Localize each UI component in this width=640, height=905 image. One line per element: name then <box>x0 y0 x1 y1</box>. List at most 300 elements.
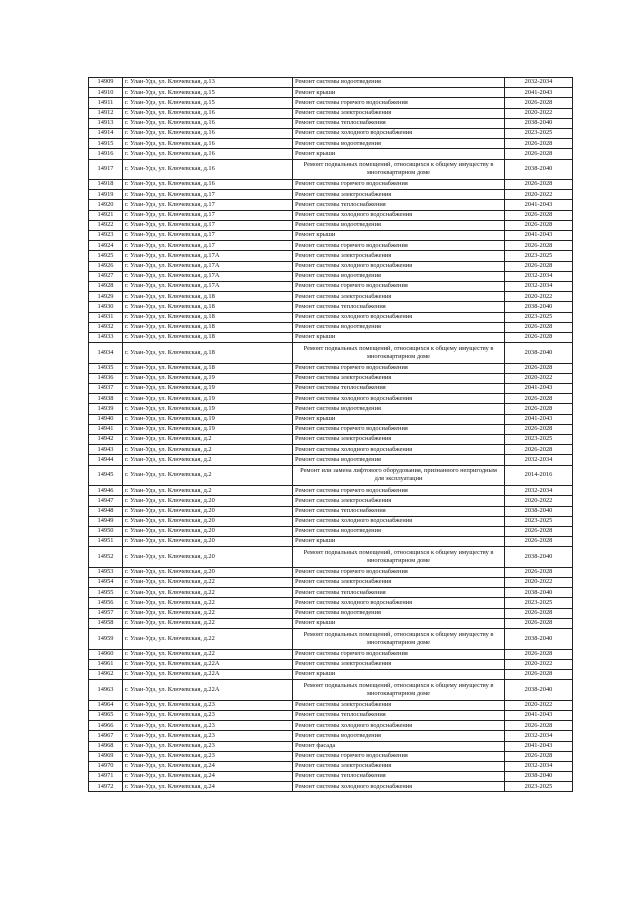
address-cell: г. Улан-Удэ, ул. Ключевская, д.18 <box>123 332 293 342</box>
address-cell: г. Улан-Удэ, ул. Ключевская, д.23 <box>123 751 293 761</box>
work-type-cell: Ремонт фасада <box>293 741 505 751</box>
table-row <box>89 363 573 373</box>
table-row <box>89 465 573 486</box>
work-type-cell: Ремонт системы электроснабжения <box>293 108 505 118</box>
row-id-cell: 14914 <box>89 128 123 138</box>
period-cell: 2038-2040 <box>505 680 573 701</box>
table-row <box>89 772 573 782</box>
row-id-cell: 14953 <box>89 567 123 577</box>
row-id-cell: 14961 <box>89 659 123 669</box>
period-cell: 2041-2043 <box>505 384 573 394</box>
work-type-cell: Ремонт системы электроснабжения <box>293 292 505 302</box>
work-type-cell: Ремонт системы водоотведения <box>293 526 505 536</box>
period-cell: 2032-2034 <box>505 281 573 291</box>
period-cell: 2041-2043 <box>505 231 573 241</box>
period-cell: 2038-2040 <box>505 547 573 568</box>
row-id-cell: 14951 <box>89 537 123 547</box>
row-id-cell: 14932 <box>89 322 123 332</box>
work-type-cell: Ремонт подвальных помещений, относящихся к общему имуществу в многоквартирном доме <box>293 629 505 650</box>
row-id-cell: 14939 <box>89 404 123 414</box>
period-cell: 2026-2028 <box>505 98 573 108</box>
row-id-cell: 14922 <box>89 220 123 230</box>
row-id-cell: 14929 <box>89 292 123 302</box>
row-id-cell: 14945 <box>89 465 123 486</box>
work-type-cell: Ремонт системы электроснабжения <box>293 761 505 771</box>
row-id-cell: 14928 <box>89 281 123 291</box>
period-cell: 2032-2034 <box>505 455 573 465</box>
period-cell: 2026-2028 <box>505 363 573 373</box>
table-row <box>89 547 573 568</box>
period-cell: 2023-2025 <box>505 516 573 526</box>
period-cell: 2038-2040 <box>505 302 573 312</box>
address-cell: г. Улан-Удэ, ул. Ключевская, д.16 <box>123 139 293 149</box>
row-id-cell: 14943 <box>89 445 123 455</box>
work-type-cell: Ремонт системы водоотведения <box>293 271 505 281</box>
address-cell: г. Улан-Удэ, ул. Ключевская, д.18 <box>123 302 293 312</box>
address-cell: г. Улан-Удэ, ул. Ключевская, д.22 <box>123 618 293 628</box>
work-type-cell: Ремонт системы водоотведения <box>293 139 505 149</box>
address-cell: г. Улан-Удэ, ул. Ключевская, д.17А <box>123 261 293 271</box>
row-id-cell: 14920 <box>89 200 123 210</box>
work-type-cell: Ремонт системы горячего водоснабжения <box>293 424 505 434</box>
row-id-cell: 14924 <box>89 241 123 251</box>
address-cell: г. Улан-Удэ, ул. Ключевская, д.16 <box>123 128 293 138</box>
address-cell: г. Улан-Удэ, ул. Ключевская, д.20 <box>123 547 293 568</box>
row-id-cell: 14931 <box>89 312 123 322</box>
address-cell: г. Улан-Удэ, ул. Ключевская, д.22 <box>123 608 293 618</box>
address-cell: г. Улан-Удэ, ул. Ключевская, д.20 <box>123 506 293 516</box>
table-row <box>89 435 573 445</box>
table-row <box>89 537 573 547</box>
repair-schedule-table <box>88 77 573 792</box>
work-type-cell: Ремонт крыши <box>293 231 505 241</box>
table-row <box>89 332 573 342</box>
period-cell: 2023-2025 <box>505 251 573 261</box>
address-cell: г. Улан-Удэ, ул. Ключевская, д.22А <box>123 680 293 701</box>
period-cell: 2026-2028 <box>505 537 573 547</box>
table-row <box>89 302 573 312</box>
table-row <box>89 731 573 741</box>
table-row <box>89 231 573 241</box>
period-cell: 2026-2028 <box>505 261 573 271</box>
work-type-cell: Ремонт системы теплоснабжения <box>293 384 505 394</box>
period-cell: 2032-2034 <box>505 486 573 496</box>
table-row <box>89 506 573 516</box>
work-type-cell: Ремонт системы холодного водоснабжения <box>293 210 505 220</box>
row-id-cell: 14942 <box>89 435 123 445</box>
table-row <box>89 98 573 108</box>
period-cell: 2041-2043 <box>505 710 573 720</box>
table-row <box>89 118 573 128</box>
row-id-cell: 14919 <box>89 190 123 200</box>
work-type-cell: Ремонт системы водоотведения <box>293 731 505 741</box>
period-cell: 2023-2025 <box>505 782 573 792</box>
address-cell: г. Улан-Удэ, ул. Ключевская, д.2 <box>123 445 293 455</box>
row-id-cell: 14934 <box>89 343 123 364</box>
row-id-cell: 14956 <box>89 598 123 608</box>
work-type-cell: Ремонт системы горячего водоснабжения <box>293 281 505 291</box>
table-row <box>89 608 573 618</box>
address-cell: г. Улан-Удэ, ул. Ключевская, д.13 <box>123 78 293 88</box>
row-id-cell: 14950 <box>89 526 123 536</box>
table-row <box>89 78 573 88</box>
period-cell: 2020-2022 <box>505 700 573 710</box>
row-id-cell: 14938 <box>89 394 123 404</box>
table-row <box>89 139 573 149</box>
period-cell: 2026-2028 <box>505 649 573 659</box>
table-row <box>89 414 573 424</box>
work-type-cell: Ремонт крыши <box>293 618 505 628</box>
period-cell: 2026-2028 <box>505 180 573 190</box>
work-type-cell: Ремонт системы теплоснабжения <box>293 200 505 210</box>
work-type-cell: Ремонт системы водоотведения <box>293 78 505 88</box>
work-type-cell: Ремонт системы горячего водоснабжения <box>293 241 505 251</box>
work-type-cell: Ремонт системы горячего водоснабжения <box>293 567 505 577</box>
period-cell: 2026-2028 <box>505 149 573 159</box>
work-type-cell: Ремонт крыши <box>293 88 505 98</box>
address-cell: г. Улан-Удэ, ул. Ключевская, д.2 <box>123 486 293 496</box>
table-row <box>89 721 573 731</box>
row-id-cell: 14915 <box>89 139 123 149</box>
row-id-cell: 14911 <box>89 98 123 108</box>
work-type-cell: Ремонт системы горячего водоснабжения <box>293 486 505 496</box>
row-id-cell: 14916 <box>89 149 123 159</box>
work-type-cell: Ремонт системы холодного водоснабжения <box>293 445 505 455</box>
address-cell: г. Улан-Удэ, ул. Ключевская, д.17 <box>123 200 293 210</box>
table-row <box>89 190 573 200</box>
work-type-cell: Ремонт крыши <box>293 414 505 424</box>
table-row <box>89 578 573 588</box>
work-type-cell: Ремонт системы холодного водоснабжения <box>293 516 505 526</box>
address-cell: г. Улан-Удэ, ул. Ключевская, д.17 <box>123 241 293 251</box>
address-cell: г. Улан-Удэ, ул. Ключевская, д.19 <box>123 414 293 424</box>
work-type-cell: Ремонт системы водоотведения <box>293 608 505 618</box>
row-id-cell: 14959 <box>89 629 123 650</box>
table-row <box>89 455 573 465</box>
period-cell: 2032-2034 <box>505 731 573 741</box>
period-cell: 2026-2028 <box>505 721 573 731</box>
table-row <box>89 108 573 118</box>
address-cell: г. Улан-Удэ, ул. Ключевская, д.19 <box>123 373 293 383</box>
table-row <box>89 180 573 190</box>
row-id-cell: 14913 <box>89 118 123 128</box>
row-id-cell: 14930 <box>89 302 123 312</box>
period-cell: 2014-2016 <box>505 465 573 486</box>
row-id-cell: 14918 <box>89 180 123 190</box>
row-id-cell: 14964 <box>89 700 123 710</box>
table-row <box>89 486 573 496</box>
table-row <box>89 261 573 271</box>
address-cell: г. Улан-Удэ, ул. Ключевская, д.22 <box>123 578 293 588</box>
period-cell: 2041-2043 <box>505 414 573 424</box>
row-id-cell: 14947 <box>89 496 123 506</box>
row-id-cell: 14963 <box>89 680 123 701</box>
table-row <box>89 220 573 230</box>
row-id-cell: 14935 <box>89 363 123 373</box>
work-type-cell: Ремонт системы электроснабжения <box>293 578 505 588</box>
table-row <box>89 680 573 701</box>
work-type-cell: Ремонт системы водоотведения <box>293 404 505 414</box>
row-id-cell: 14910 <box>89 88 123 98</box>
row-id-cell: 14958 <box>89 618 123 628</box>
address-cell: г. Улан-Удэ, ул. Ключевская, д.16 <box>123 149 293 159</box>
work-type-cell: Ремонт системы холодного водоснабжения <box>293 394 505 404</box>
period-cell: 2032-2034 <box>505 761 573 771</box>
period-cell: 2038-2040 <box>505 772 573 782</box>
table-row <box>89 659 573 669</box>
address-cell: г. Улан-Удэ, ул. Ключевская, д.2 <box>123 465 293 486</box>
table-row <box>89 629 573 650</box>
address-cell: г. Улан-Удэ, ул. Ключевская, д.18 <box>123 322 293 332</box>
table-row <box>89 669 573 679</box>
work-type-cell: Ремонт системы холодного водоснабжения <box>293 261 505 271</box>
work-type-cell: Ремонт подвальных помещений, относящихся к общему имуществу в многоквартирном доме <box>293 680 505 701</box>
address-cell: г. Улан-Удэ, ул. Ключевская, д.17 <box>123 210 293 220</box>
table-row <box>89 526 573 536</box>
table-row <box>89 271 573 281</box>
table-row <box>89 159 573 180</box>
period-cell: 2038-2040 <box>505 629 573 650</box>
period-cell: 2020-2022 <box>505 578 573 588</box>
address-cell: г. Улан-Удэ, ул. Ключевская, д.16 <box>123 108 293 118</box>
table-row <box>89 312 573 322</box>
row-id-cell: 14949 <box>89 516 123 526</box>
work-type-cell: Ремонт системы горячего водоснабжения <box>293 363 505 373</box>
row-id-cell: 14965 <box>89 710 123 720</box>
address-cell: г. Улан-Удэ, ул. Ключевская, д.19 <box>123 404 293 414</box>
table-row <box>89 149 573 159</box>
table-row <box>89 445 573 455</box>
row-id-cell: 14967 <box>89 731 123 741</box>
period-cell: 2026-2028 <box>505 445 573 455</box>
table-row <box>89 516 573 526</box>
work-type-cell: Ремонт системы горячего водоснабжения <box>293 98 505 108</box>
address-cell: г. Улан-Удэ, ул. Ключевская, д.16 <box>123 159 293 180</box>
work-type-cell: Ремонт подвальных помещений, относящихся к общему имуществу в многоквартирном доме <box>293 159 505 180</box>
work-type-cell: Ремонт крыши <box>293 332 505 342</box>
address-cell: г. Улан-Удэ, ул. Ключевская, д.23 <box>123 710 293 720</box>
address-cell: г. Улан-Удэ, ул. Ключевская, д.18 <box>123 343 293 364</box>
row-id-cell: 14968 <box>89 741 123 751</box>
row-id-cell: 14917 <box>89 159 123 180</box>
work-type-cell: Ремонт системы водоотведения <box>293 220 505 230</box>
period-cell: 2038-2040 <box>505 588 573 598</box>
address-cell: г. Улан-Удэ, ул. Ключевская, д.15 <box>123 98 293 108</box>
address-cell: г. Улан-Удэ, ул. Ключевская, д.17А <box>123 251 293 261</box>
table-row <box>89 598 573 608</box>
work-type-cell: Ремонт системы электроснабжения <box>293 659 505 669</box>
table-body <box>89 78 573 792</box>
address-cell: г. Улан-Удэ, ул. Ключевская, д.22 <box>123 588 293 598</box>
row-id-cell: 14944 <box>89 455 123 465</box>
period-cell: 2038-2040 <box>505 118 573 128</box>
work-type-cell: Ремонт крыши <box>293 669 505 679</box>
address-cell: г. Улан-Удэ, ул. Ключевская, д.19 <box>123 424 293 434</box>
period-cell: 2026-2028 <box>505 139 573 149</box>
period-cell: 2041-2043 <box>505 88 573 98</box>
period-cell: 2026-2028 <box>505 404 573 414</box>
table-row <box>89 700 573 710</box>
work-type-cell: Ремонт системы электроснабжения <box>293 435 505 445</box>
address-cell: г. Улан-Удэ, ул. Ключевская, д.22А <box>123 669 293 679</box>
address-cell: г. Улан-Удэ, ул. Ключевская, д.23 <box>123 741 293 751</box>
period-cell: 2038-2040 <box>505 506 573 516</box>
work-type-cell: Ремонт системы водоотведения <box>293 455 505 465</box>
work-type-cell: Ремонт системы электроснабжения <box>293 496 505 506</box>
period-cell: 2026-2028 <box>505 210 573 220</box>
table-row <box>89 496 573 506</box>
row-id-cell: 14927 <box>89 271 123 281</box>
period-cell: 2026-2028 <box>505 608 573 618</box>
work-type-cell: Ремонт системы холодного водоснабжения <box>293 312 505 322</box>
work-type-cell: Ремонт системы электроснабжения <box>293 251 505 261</box>
work-type-cell: Ремонт системы горячего водоснабжения <box>293 649 505 659</box>
row-id-cell: 14941 <box>89 424 123 434</box>
table-row <box>89 373 573 383</box>
address-cell: г. Улан-Удэ, ул. Ключевская, д.16 <box>123 180 293 190</box>
address-cell: г. Улан-Удэ, ул. Ключевская, д.18 <box>123 312 293 322</box>
period-cell: 2032-2034 <box>505 78 573 88</box>
row-id-cell: 14940 <box>89 414 123 424</box>
address-cell: г. Улан-Удэ, ул. Ключевская, д.17 <box>123 231 293 241</box>
address-cell: г. Улан-Удэ, ул. Ключевская, д.24 <box>123 782 293 792</box>
table-row <box>89 343 573 364</box>
work-type-cell: Ремонт системы электроснабжения <box>293 190 505 200</box>
period-cell: 2020-2022 <box>505 190 573 200</box>
row-id-cell: 14909 <box>89 78 123 88</box>
address-cell: г. Улан-Удэ, ул. Ключевская, д.22 <box>123 629 293 650</box>
row-id-cell: 14972 <box>89 782 123 792</box>
period-cell: 2026-2028 <box>505 669 573 679</box>
work-type-cell: Ремонт системы горячего водоснабжения <box>293 751 505 761</box>
period-cell: 2026-2028 <box>505 618 573 628</box>
row-id-cell: 14954 <box>89 578 123 588</box>
table-row <box>89 210 573 220</box>
work-type-cell: Ремонт системы холодного водоснабжения <box>293 721 505 731</box>
table-row <box>89 649 573 659</box>
period-cell: 2026-2028 <box>505 220 573 230</box>
table-row <box>89 241 573 251</box>
period-cell: 2026-2028 <box>505 526 573 536</box>
table-row <box>89 424 573 434</box>
row-id-cell: 14946 <box>89 486 123 496</box>
work-type-cell: Ремонт крыши <box>293 537 505 547</box>
row-id-cell: 14948 <box>89 506 123 516</box>
work-type-cell: Ремонт системы холодного водоснабжения <box>293 782 505 792</box>
work-type-cell: Ремонт системы водоотведения <box>293 322 505 332</box>
table-row <box>89 751 573 761</box>
period-cell: 2020-2022 <box>505 659 573 669</box>
period-cell: 2023-2025 <box>505 598 573 608</box>
period-cell: 2023-2025 <box>505 312 573 322</box>
address-cell: г. Улан-Удэ, ул. Ключевская, д.18 <box>123 292 293 302</box>
address-cell: г. Улан-Удэ, ул. Ключевская, д.15 <box>123 88 293 98</box>
table-row <box>89 782 573 792</box>
row-id-cell: 14971 <box>89 772 123 782</box>
work-type-cell: Ремонт системы теплоснабжения <box>293 772 505 782</box>
work-type-cell: Ремонт подвальных помещений, относящихся к общему имуществу в многоквартирном доме <box>293 547 505 568</box>
period-cell: 2038-2040 <box>505 159 573 180</box>
work-type-cell: Ремонт системы электроснабжения <box>293 373 505 383</box>
address-cell: г. Улан-Удэ, ул. Ключевская, д.17А <box>123 271 293 281</box>
period-cell: 2026-2028 <box>505 322 573 332</box>
work-type-cell: Ремонт системы электроснабжения <box>293 700 505 710</box>
address-cell: г. Улан-Удэ, ул. Ключевская, д.2 <box>123 435 293 445</box>
work-type-cell: Ремонт системы теплоснабжения <box>293 302 505 312</box>
row-id-cell: 14937 <box>89 384 123 394</box>
row-id-cell: 14962 <box>89 669 123 679</box>
period-cell: 2032-2034 <box>505 271 573 281</box>
row-id-cell: 14960 <box>89 649 123 659</box>
work-type-cell: Ремонт системы горячего водоснабжения <box>293 180 505 190</box>
period-cell: 2026-2028 <box>505 424 573 434</box>
work-type-cell: Ремонт системы теплоснабжения <box>293 506 505 516</box>
address-cell: г. Улан-Удэ, ул. Ключевская, д.24 <box>123 772 293 782</box>
work-type-cell: Ремонт крыши <box>293 149 505 159</box>
address-cell: г. Улан-Удэ, ул. Ключевская, д.17 <box>123 220 293 230</box>
row-id-cell: 14970 <box>89 761 123 771</box>
table-row <box>89 384 573 394</box>
table-row <box>89 251 573 261</box>
period-cell: 2020-2022 <box>505 373 573 383</box>
work-type-cell: Ремонт системы теплоснабжения <box>293 710 505 720</box>
period-cell: 2038-2040 <box>505 343 573 364</box>
period-cell: 2041-2043 <box>505 200 573 210</box>
period-cell: 2026-2028 <box>505 751 573 761</box>
period-cell: 2026-2028 <box>505 332 573 342</box>
table-row <box>89 404 573 414</box>
work-type-cell: Ремонт системы теплоснабжения <box>293 588 505 598</box>
row-id-cell: 14936 <box>89 373 123 383</box>
table-row <box>89 88 573 98</box>
period-cell: 2026-2028 <box>505 394 573 404</box>
address-cell: г. Улан-Удэ, ул. Ключевская, д.19 <box>123 394 293 404</box>
table-row <box>89 761 573 771</box>
period-cell: 2026-2028 <box>505 241 573 251</box>
address-cell: г. Улан-Удэ, ул. Ключевская, д.23 <box>123 721 293 731</box>
work-type-cell: Ремонт системы холодного водоснабжения <box>293 128 505 138</box>
address-cell: г. Улан-Удэ, ул. Ключевская, д.20 <box>123 567 293 577</box>
row-id-cell: 14912 <box>89 108 123 118</box>
address-cell: г. Улан-Удэ, ул. Ключевская, д.24 <box>123 761 293 771</box>
work-type-cell: Ремонт системы холодного водоснабжения <box>293 598 505 608</box>
period-cell: 2020-2022 <box>505 496 573 506</box>
table-row <box>89 618 573 628</box>
row-id-cell: 14921 <box>89 210 123 220</box>
address-cell: г. Улан-Удэ, ул. Ключевская, д.16 <box>123 118 293 128</box>
row-id-cell: 14926 <box>89 261 123 271</box>
table-row <box>89 322 573 332</box>
work-type-cell: Ремонт системы теплоснабжения <box>293 118 505 128</box>
period-cell: 2023-2025 <box>505 435 573 445</box>
table-row <box>89 710 573 720</box>
period-cell: 2020-2022 <box>505 292 573 302</box>
address-cell: г. Улан-Удэ, ул. Ключевская, д.22 <box>123 598 293 608</box>
address-cell: г. Улан-Удэ, ул. Ключевская, д.22А <box>123 659 293 669</box>
address-cell: г. Улан-Удэ, ул. Ключевская, д.18 <box>123 363 293 373</box>
row-id-cell: 14923 <box>89 231 123 241</box>
period-cell: 2026-2028 <box>505 567 573 577</box>
row-id-cell: 14952 <box>89 547 123 568</box>
address-cell: г. Улан-Удэ, ул. Ключевская, д.2 <box>123 455 293 465</box>
row-id-cell: 14969 <box>89 751 123 761</box>
address-cell: г. Улан-Удэ, ул. Ключевская, д.17 <box>123 190 293 200</box>
row-id-cell: 14925 <box>89 251 123 261</box>
address-cell: г. Улан-Удэ, ул. Ключевская, д.23 <box>123 700 293 710</box>
period-cell: 2020-2022 <box>505 108 573 118</box>
table-row <box>89 394 573 404</box>
row-id-cell: 14955 <box>89 588 123 598</box>
